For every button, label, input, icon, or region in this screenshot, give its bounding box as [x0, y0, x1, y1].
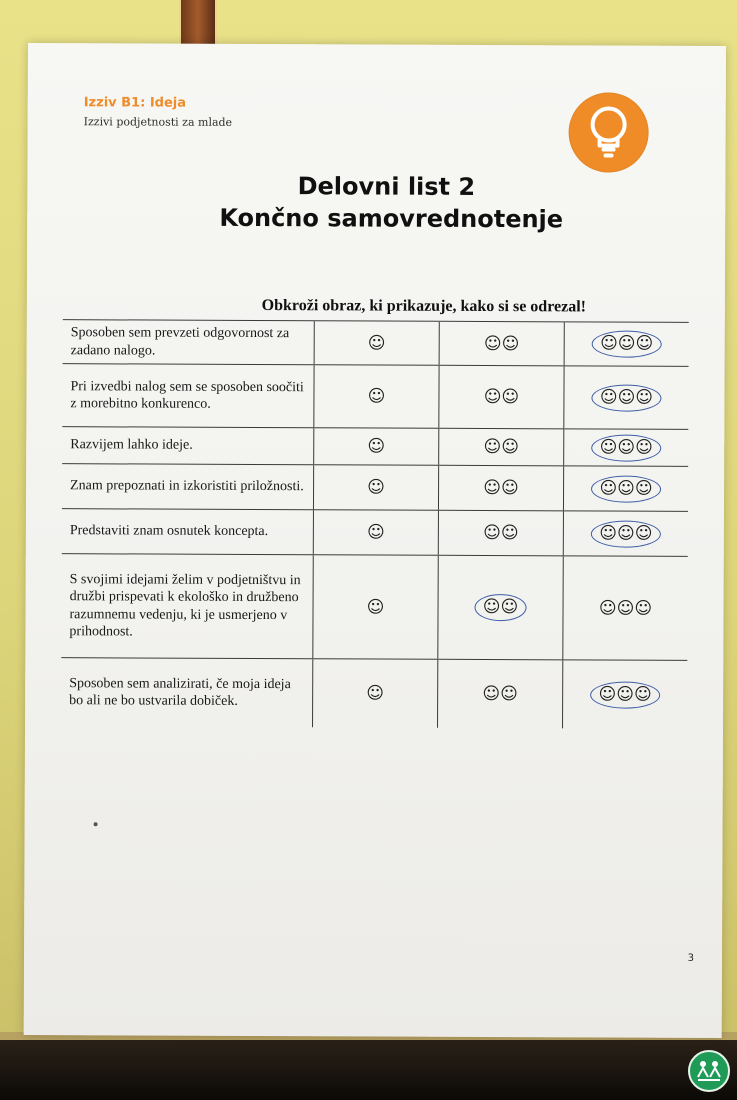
worksheet-title — [27, 171, 725, 235]
face-one-cell[interactable] — [313, 659, 438, 728]
assessment-label: Pri izvedbi nalog sem se sposoben soočiti z morebitno konkurenco. — [62, 364, 314, 428]
assessment-label: Sposoben sem prevzeti odgovornost za zadano nalogo. — [63, 320, 315, 365]
assessment-rows — [61, 320, 689, 729]
assessment-label: Razvijem lahko ideje. — [62, 427, 314, 465]
worksheet-title-line1: Delovni list 2 — [297, 172, 476, 201]
face-two[interactable]: ☺☺ — [482, 683, 518, 705]
assessment-row — [62, 364, 688, 430]
face-one[interactable]: ☺ — [367, 436, 386, 457]
face-two[interactable]: ☺☺ — [483, 386, 520, 408]
face-two-cell[interactable] — [439, 428, 564, 466]
assessment-row — [62, 464, 688, 512]
worksheet-paper — [24, 43, 726, 1038]
face-two-cell[interactable] — [438, 510, 563, 556]
face-one[interactable]: ☺ — [366, 522, 385, 543]
assessment-label: S svojimi idejami želim v podjetništvu in družbi prispevati k ekološko in družbeno razumnemu vedenju, ki je usmerjeno v prihodnost. — [61, 554, 313, 659]
face-one-cell[interactable] — [313, 510, 438, 556]
face-three-cell[interactable] — [563, 660, 688, 729]
assessment-row — [62, 427, 688, 467]
self-assessment-table — [61, 319, 681, 729]
lightbulb-icon — [568, 92, 648, 172]
assessment-row — [61, 554, 687, 661]
face-two[interactable]: ☺☺ — [483, 522, 519, 544]
wall-strip — [179, 0, 217, 44]
face-three-cell[interactable] — [564, 366, 689, 430]
face-two-cell[interactable] — [439, 321, 564, 366]
face-one-cell[interactable] — [314, 365, 439, 429]
face-two[interactable]: ☺☺ — [483, 333, 520, 354]
page-number: 3 — [687, 952, 695, 964]
face-three-cell[interactable] — [563, 511, 688, 557]
assessment-row — [61, 658, 687, 729]
assessment-row — [62, 509, 688, 557]
face-three-circled[interactable]: ☺☺☺ — [591, 475, 660, 502]
assessment-label: Predstaviti znam osnutek koncepta. — [62, 509, 314, 555]
face-three-circled[interactable]: ☺☺☺ — [591, 520, 660, 547]
face-two-cell[interactable] — [438, 465, 563, 511]
face-three-cell[interactable] — [564, 429, 689, 467]
face-three-circled[interactable]: ☺☺☺ — [591, 681, 660, 708]
face-three-cell[interactable] — [564, 322, 689, 367]
face-two-cell[interactable] — [439, 365, 564, 429]
face-three-cell[interactable] — [563, 556, 688, 661]
instruction-text: Obkroži obraz, ki prikazuje, kako si se odrezal! — [261, 297, 587, 316]
assessment-label: Znam prepoznati in izkoristiti priložnosti. — [62, 464, 314, 510]
face-one-cell[interactable] — [313, 555, 438, 660]
face-three-circled[interactable]: ☺☺☺ — [592, 330, 661, 357]
floor — [0, 1040, 737, 1100]
face-one[interactable]: ☺ — [367, 332, 386, 354]
face-one[interactable]: ☺ — [367, 477, 385, 498]
header-title: Izziv B1: Ideja — [83, 95, 187, 111]
face-one[interactable]: ☺ — [366, 683, 385, 704]
assessment-label: Sposoben sem analizirati, če moja ideja bo ali ne bo ustvarila dobiček. — [69, 675, 291, 709]
face-three-cell[interactable] — [563, 466, 688, 512]
face-two-cell[interactable] — [438, 659, 563, 728]
face-one-cell[interactable] — [314, 428, 439, 466]
face-two-cell[interactable] — [438, 555, 563, 660]
face-two[interactable]: ☺☺ — [483, 436, 520, 458]
face-three[interactable]: ☺☺☺ — [598, 597, 653, 619]
face-three-circled[interactable]: ☺☺☺ — [592, 384, 661, 411]
worksheet-title-line2: Končno samovrednotenje — [219, 203, 564, 234]
face-two-circled[interactable]: ☺☺ — [475, 594, 527, 621]
face-one-cell[interactable] — [314, 321, 439, 366]
face-one[interactable]: ☺ — [367, 386, 386, 407]
face-three-circled[interactable]: ☺☺☺ — [592, 434, 661, 461]
face-one-cell[interactable] — [313, 465, 438, 511]
face-one[interactable]: ☺ — [366, 596, 385, 618]
people-icon — [688, 1050, 730, 1092]
header-subtitle: Izzivi podjetnosti za mlade — [83, 115, 233, 129]
face-two[interactable]: ☺☺ — [483, 477, 519, 499]
paper-mark — [94, 822, 98, 826]
assessment-row — [63, 320, 689, 367]
